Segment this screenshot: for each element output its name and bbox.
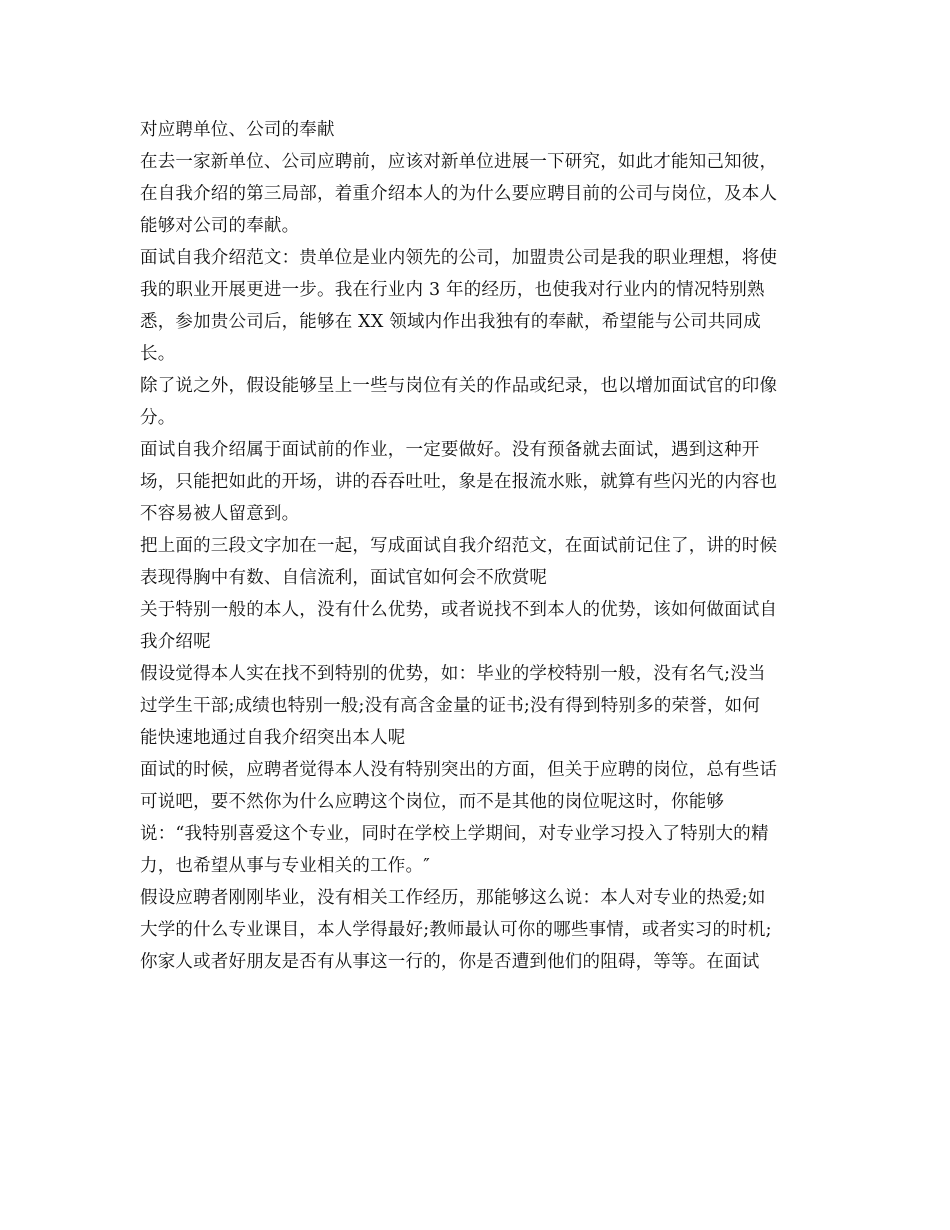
text-line: 能够对公司的奉献。 bbox=[140, 216, 300, 236]
text-line: 面试自我介绍属于面试前的作业，一定要做好。没有预备就去面试，遇到这种开 bbox=[140, 440, 760, 460]
text-line: 表现得胸中有数、自信流利，面试官如何会不欣赏呢 bbox=[140, 568, 548, 588]
text-line: 在自我介绍的第三局部，着重介绍本人的为什么要应聘目前的公司与岗位，及本人 bbox=[140, 184, 778, 204]
text-line: 关于特别一般的本人，没有什么优势，或者说找不到本人的优势，该如何做面试自 bbox=[140, 600, 778, 620]
text-line: 在去一家新单位、公司应聘前，应该对新单位进展一下研究，如此才能知己知彼， bbox=[140, 152, 778, 172]
text-line: 大学的什么专业课目，本人学得最好;教师最认可你的哪些事情，或者实习的时机; bbox=[140, 920, 772, 940]
text-line: 你家人或者好朋友是否有从事这一行的，你是否遭到他们的阻碍，等等。在面试 bbox=[140, 952, 760, 972]
text-line: 假设觉得本人实在找不到特别的优势，如：毕业的学校特别一般，没有名气;没当 bbox=[140, 664, 766, 684]
text-line: 对应聘单位、公司的奉献 bbox=[140, 120, 335, 140]
text-line: 悉，参加贵公司后，能够在 XX 领域内作出我独有的奉献，希望能与公司共同成 bbox=[140, 312, 761, 332]
text-line: 长。 bbox=[140, 344, 176, 364]
text-line: 说：“我特别喜爱这个专业，同时在学校上学期间，对专业学习投入了特别大的精 bbox=[140, 824, 769, 844]
text-line: 我介绍呢 bbox=[140, 632, 211, 652]
text-line: 过学生干部;成绩也特别一般;没有高含金量的证书;没有得到特别多的荣誉，如何 bbox=[140, 696, 761, 716]
text-line: 假设应聘者刚刚毕业，没有相关工作经历，那能够这么说：本人对专业的热爱;如 bbox=[140, 888, 766, 908]
text-line: 面试的时候，应聘者觉得本人没有特别突出的方面，但关于应聘的岗位，总有些话 bbox=[140, 760, 778, 780]
text-line: 我的职业开展更进一步。我在行业内 3 年的经历，也使我对行业内的情况特别熟 bbox=[140, 280, 765, 300]
text-line: 力，也希望从事与专业相关的工作。″ bbox=[140, 856, 430, 876]
text-line: 面试自我介绍范文：贵单位是业内领先的公司，加盟贵公司是我的职业理想，将使 bbox=[140, 248, 778, 268]
text-line: 把上面的三段文字加在一起，写成面试自我介绍范文，在面试前记住了，讲的时候 bbox=[140, 536, 778, 556]
text-line: 可说吧，要不然你为什么应聘这个岗位，而不是其他的岗位呢这时，你能够 bbox=[140, 792, 725, 812]
text-line: 场，只能把如此的开场，讲的吞吞吐吐，象是在报流水账，就算有些闪光的内容也 bbox=[140, 472, 778, 492]
text-line: 能快速地通过自我介绍突出本人呢 bbox=[140, 728, 406, 748]
text-line: 不容易被人留意到。 bbox=[140, 504, 300, 524]
text-line: 除了说之外，假设能够呈上一些与岗位有关的作品或纪录，也以增加面试官的印像 bbox=[140, 376, 778, 396]
document-body bbox=[140, 114, 820, 978]
text-line: 分。 bbox=[140, 408, 176, 428]
